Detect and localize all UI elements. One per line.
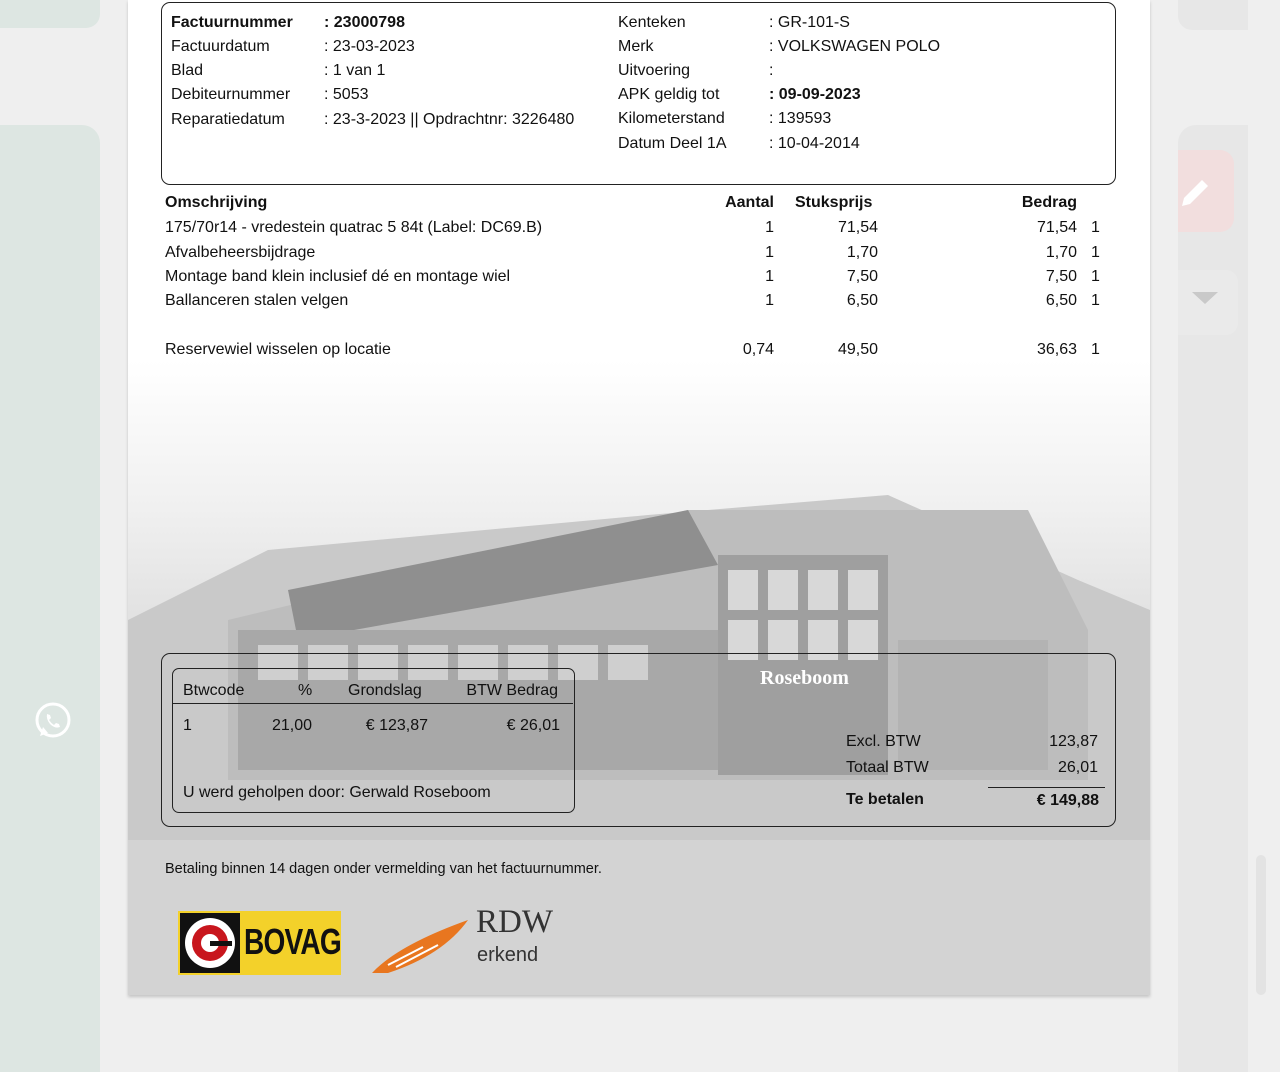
invoice-page [128,0,1150,995]
row-description: 175/70r14 - vredestein quatrac 5 84t (Label: DC69.B) [165,219,543,236]
invoice-number-label: Factuurnummer [171,14,293,31]
col-description-header: Omschrijving [165,194,268,211]
bovag-emblem-icon [180,913,240,973]
total-divider [988,787,1105,788]
row-description: Reservewiel wisselen op locatie [165,341,391,358]
col-unit-price-header: Stuksprijs [795,194,873,211]
row-unit-price: 7,50 [846,268,878,285]
row-quantity: 1 [765,268,774,285]
vat-code-header: Btwcode [183,682,245,699]
mileage-label: Kilometerstand [618,110,725,127]
row-description: Afvalbeheersbijdrage [165,244,316,261]
debtor-value: : 5053 [324,86,369,103]
registration-date-value: : 10-04-2014 [769,135,860,152]
page-value: : 1 van 1 [324,62,386,79]
row-quantity: 1 [765,244,774,261]
excl-vat-label: Excl. BTW [846,733,921,750]
vat-header-divider [173,703,573,704]
bovag-text: BOVAG [244,921,341,962]
vat-code-value: 1 [183,717,192,734]
left-panel [0,125,100,1072]
photo-sign: Roseboom [760,667,849,689]
col-amount-header: Bedrag [1021,194,1077,211]
invoice-number-value: : 23000798 [324,14,405,31]
helped-by-text: U werd geholpen door: Gerwald Roseboom [183,784,491,801]
variant-label: Uitvoering [618,62,691,79]
row-description: Ballanceren stalen velgen [165,292,349,309]
row-unit-price: 6,50 [846,292,878,309]
right-panel-top [1178,0,1248,30]
row-vat-code: 1 [1091,244,1100,261]
row-amount: 36,63 [1036,341,1077,358]
edit-button[interactable] [1178,150,1234,232]
registration-date-label: Datum Deel 1A [618,135,727,152]
row-vat-code: 1 [1091,268,1100,285]
apk-value: : 09-09-2023 [769,86,861,103]
row-amount: 71,54 [1036,219,1077,236]
bovag-logo [178,911,341,975]
rdw-subtext: erkend [477,944,539,966]
rdw-feather-icon [368,915,473,977]
row-vat-code: 1 [1091,219,1100,236]
variant-value: : [769,62,774,79]
vat-pct-header: % [298,682,313,699]
row-unit-price: 71,54 [837,219,878,236]
plate-value: : GR-101-S [769,14,850,31]
total-vat-label: Totaal BTW [846,759,929,776]
right-panel [1178,125,1248,1072]
repair-date-value: : 23-3-2023 || Opdrachtnr: 3226480 [324,111,575,128]
row-amount: 6,50 [1045,292,1077,309]
pencil-icon [1178,172,1218,212]
dropdown-button[interactable] [1178,270,1238,335]
payment-note: Betaling binnen 14 dagen onder vermelding van het factuurnummer. [165,861,602,877]
row-unit-price: 49,50 [837,341,878,358]
row-quantity: 1 [765,219,774,236]
total-vat-value: 26,01 [1057,759,1098,776]
row-amount: 7,50 [1045,268,1077,285]
excl-vat-value: 123,87 [1049,733,1098,750]
invoice-date-label: Factuurdatum [171,38,270,55]
vat-base-value: € 123,87 [365,717,428,734]
page-label: Blad [171,62,204,79]
left-panel-top [0,0,100,28]
row-quantity: 0,74 [742,341,774,358]
invoice-date-value: : 23-03-2023 [324,38,415,55]
row-vat-code: 1 [1091,341,1100,358]
scrollbar[interactable] [1256,855,1266,995]
mileage-value: : 139593 [769,110,832,127]
row-quantity: 1 [765,292,774,309]
debtor-label: Debiteurnummer [171,86,291,103]
row-vat-code: 1 [1091,292,1100,309]
repair-date-label: Reparatiedatum [171,111,285,128]
col-quantity-header: Aantal [725,194,774,211]
vat-amount-header: BTW Bedrag [466,682,558,699]
rdw-text: RDW [476,904,553,940]
brand-value: : VOLKSWAGEN POLO [769,38,941,55]
row-amount: 1,70 [1045,244,1077,261]
chevron-down-icon [1192,292,1218,304]
whatsapp-icon[interactable] [32,700,74,742]
row-unit-price: 1,70 [846,244,878,261]
apk-label: APK geldig tot [618,86,720,103]
vat-base-header: Grondslag [348,682,422,699]
vat-amount-value: € 26,01 [506,717,560,734]
plate-label: Kenteken [618,14,686,31]
brand-label: Merk [618,38,654,55]
row-description: Montage band klein inclusief dé en montage wiel [165,268,511,285]
amount-due-label: Te betalen [846,791,924,808]
vat-pct-value: 21,00 [271,717,312,734]
amount-due-value: € 149,88 [1036,792,1099,809]
